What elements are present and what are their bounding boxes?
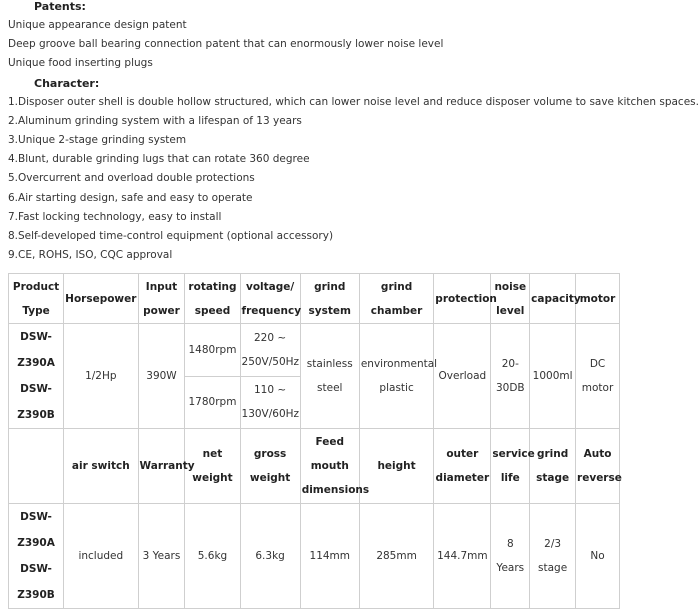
header-noise-level: noise level: [491, 274, 530, 324]
character-item: 2.Aluminum grinding system with a lifespan of 13 years: [8, 115, 302, 127]
voltage-value-a: 220 ~ 250V/50Hz: [240, 324, 300, 377]
character-item: 3.Unique 2-stage grinding system: [8, 134, 187, 146]
character-item: 7.Fast locking technology, easy to install: [8, 211, 222, 223]
warranty-value: 3 Years: [138, 504, 185, 609]
speed-value-a: 1480rpm: [185, 324, 240, 377]
header-net-weight: net weight: [185, 429, 240, 504]
voltage-value-b: 110 ~ 130V/60Hz: [240, 376, 300, 429]
character-item: 6.Air starting design, safe and easy to operate: [8, 192, 253, 204]
patent-item: Unique food inserting plugs: [8, 57, 153, 69]
outer-diameter-value: 144.7mm: [434, 504, 491, 609]
patent-item: Deep groove ball bearing connection patent that can enormously lower noise level: [8, 38, 444, 50]
header-gross-weight: gross weight: [240, 429, 300, 504]
header-air-switch: air switch: [64, 429, 138, 504]
air-switch-value: included: [64, 504, 138, 609]
header-height: height: [359, 429, 433, 504]
noise-value: 20- 30DB: [491, 324, 530, 429]
character-item: 5.Overcurrent and overload double protections: [8, 172, 255, 184]
header-protection: protection: [434, 274, 491, 324]
header-input-power: Input power: [138, 274, 185, 324]
grind-system-value: stainless steel: [300, 324, 359, 429]
header-rotating-speed: rotating speed: [185, 274, 240, 324]
grind-stage-value: 2/3 stage: [530, 504, 576, 609]
model-cell: DSW- Z390A DSW- Z390B: [9, 324, 64, 429]
spec-table: [8, 273, 620, 609]
header-warranty: Warranty: [138, 429, 185, 504]
character-heading: Character:: [34, 77, 100, 90]
header-product-type: Product Type: [9, 274, 64, 324]
height-value: 285mm: [359, 504, 433, 609]
horsepower-value: 1/2Hp: [64, 324, 138, 429]
character-item: 9.CE, ROHS, ISO, CQC approval: [8, 249, 173, 261]
header-horsepower: Horsepower: [64, 274, 138, 324]
header-grind-stage: grind stage: [530, 429, 576, 504]
header-voltage: voltage/ frequency: [240, 274, 300, 324]
grind-chamber-value: environmental plastic: [359, 324, 433, 429]
table2-data-row: [9, 504, 620, 609]
capacity-value: 1000ml: [530, 324, 576, 429]
header-motor: motor: [576, 274, 620, 324]
header-auto-reverse: Auto reverse: [576, 429, 620, 504]
character-item: 4.Blunt, durable grinding lugs that can rotate 360 degree: [8, 153, 310, 165]
character-item: 8.Self-developed time-control equipment (optional accessory): [8, 230, 334, 242]
header-outer-diameter: outer diameter: [434, 429, 491, 504]
patents-heading: Patents:: [34, 0, 86, 13]
patent-item: Unique appearance design patent: [8, 19, 187, 31]
motor-value: DC motor: [576, 324, 620, 429]
table1-header-row: [9, 274, 620, 324]
table1-data-row: [9, 324, 620, 377]
model-cell: DSW- Z390A DSW- Z390B: [9, 504, 64, 609]
speed-value-b: 1780rpm: [185, 376, 240, 429]
service-life-value: 8 Years: [491, 504, 530, 609]
feed-mouth-value: 114mm: [300, 504, 359, 609]
header-grind-chamber: grind chamber: [359, 274, 433, 324]
gross-weight-value: 6.3kg: [240, 504, 300, 609]
input-power-value: 390W: [138, 324, 185, 429]
header-capacity: capacity: [530, 274, 576, 324]
table2-header-row: [9, 429, 620, 504]
header-grind-system: grind system: [300, 274, 359, 324]
net-weight-value: 5.6kg: [185, 504, 240, 609]
empty-header-cell: [9, 429, 64, 504]
protection-value: Overload: [434, 324, 491, 429]
header-service-life: service life: [491, 429, 530, 504]
header-feed-mouth: Feed mouth dimensions: [300, 429, 359, 504]
character-item: 1.Disposer outer shell is double hollow structured, which can lower noise level and reduce disposer volume to save kitchen spaces.: [8, 96, 699, 108]
auto-reverse-value: No: [576, 504, 620, 609]
